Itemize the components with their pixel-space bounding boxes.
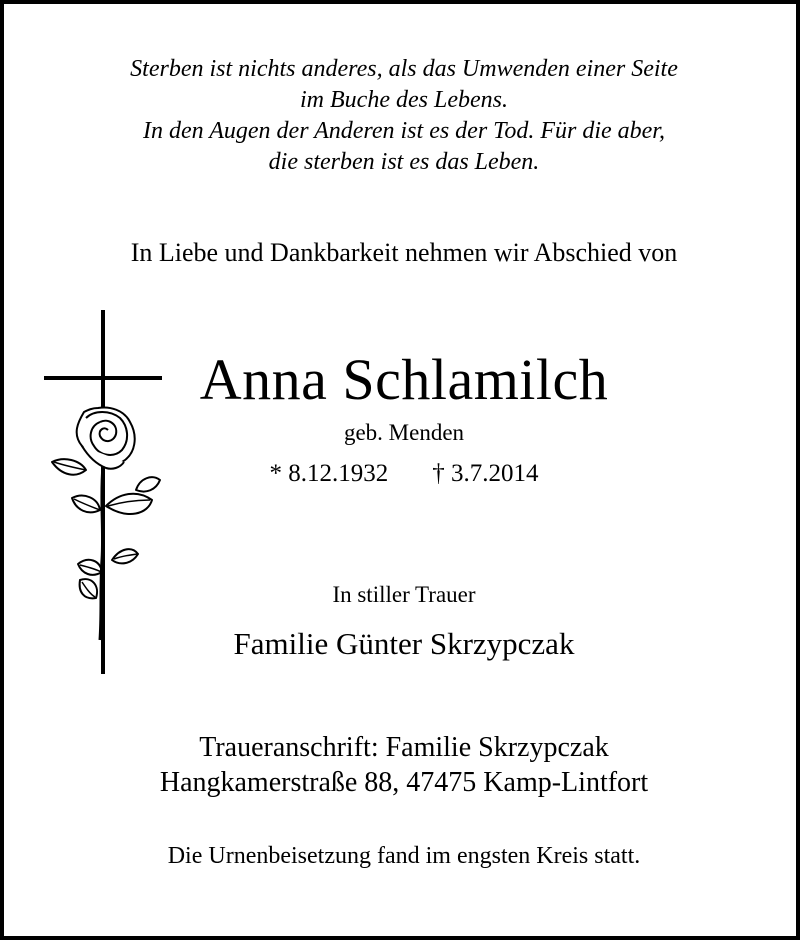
life-dates [4, 460, 800, 488]
address-line-2: Hangkamerstraße 88, 47475 Kamp-Lintfort [159, 767, 649, 798]
death-date: † 3.7.2014 [432, 460, 539, 487]
birth-date: * 8.12.1932 [269, 460, 389, 487]
poem-line-4: die sterben ist es das Leben. [268, 149, 540, 175]
burial-note: Die Urnenbeisetzung fand im engsten Kreis statt. [167, 843, 641, 869]
deceased-name: Anna Schlamilch [199, 347, 609, 412]
maiden-name: geb. Menden [343, 420, 465, 445]
address-line-1: Traueranschrift: Familie Skrzypczak [199, 732, 609, 763]
intro-text: In Liebe und Dankbarkeit nehmen wir Abschied von [130, 238, 678, 267]
poem-line-2: im Buche des Lebens. [300, 87, 508, 113]
mourning-label: In stiller Trauer [332, 582, 476, 607]
poem-line-1: Sterben ist nichts anderes, als das Umwenden einer Seite [130, 56, 678, 82]
family-name: Familie Günter Skrzypczak [233, 626, 575, 661]
poem-line-3: In den Augen der Anderen ist es der Tod. Für die aber, [143, 118, 665, 144]
